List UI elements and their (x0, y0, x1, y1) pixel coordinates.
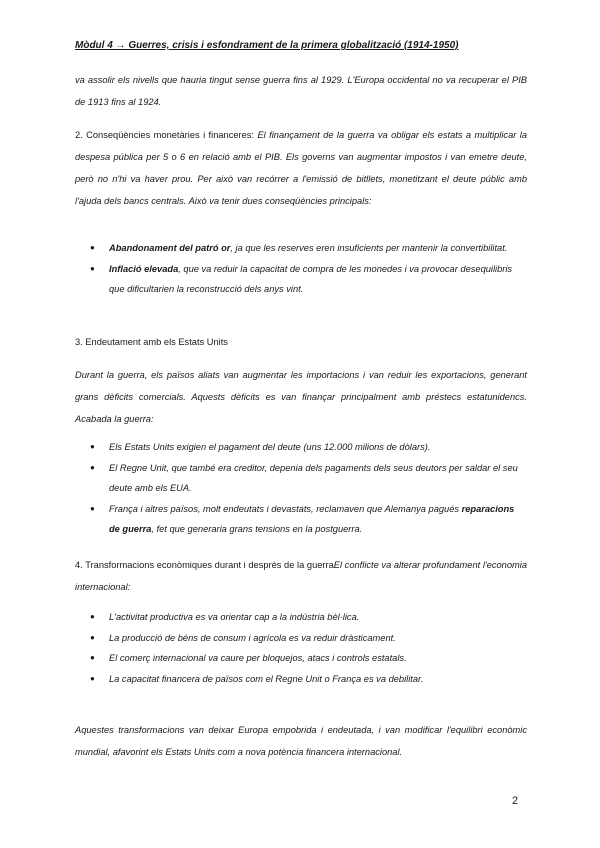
list-item (75, 669, 527, 690)
section-4-heading: 4. Transformacions econòmiques durant i després de la guerra (75, 560, 334, 570)
bullet-text: , que va reduir la capacitat de compra de les monedes i va provocar desequilibris que dificultarien la reconstrucció dels anys vint. (109, 263, 513, 294)
bullet-bold-text: Abandonament del patró or (109, 243, 231, 253)
page-number: 2 (512, 795, 519, 807)
running-header: Mòdul 4 → Guerres, crisis i esfondrament de la primera globalització (1914-1950) (75, 40, 459, 51)
list-item (75, 607, 527, 628)
bullet-icon: ● (90, 263, 95, 273)
section-3-paragraph: Durant la guerra, els països aliats van augmentar les importacions i van reduir les exportacions, generant grans dèficits comercials. Aquests dèficits es van finançar principalment amb préstecs estatunidencs. Acabada la guerra: (75, 370, 527, 424)
bullet-bold-text: reparacions de guerra (109, 503, 515, 534)
bullet-icon: ● (90, 612, 95, 621)
bullet-text: L'activitat productiva es va orientar cap a la indústria bèl·lica. (109, 612, 360, 622)
section-4-paragraph (75, 554, 527, 598)
bullet-text: La producció de béns de consum i agrícola es va reduir dràsticament. (109, 632, 396, 643)
bullet-icon: ● (90, 632, 95, 642)
bullet-text: La capacitat financera de països com el Regne Unit o França es va debilitar. (109, 673, 424, 684)
list-item (75, 499, 527, 540)
intro-paragraph: va assolir els nivells que hauria tingut sense guerra fins al 1929. L'Europa occidental no va recuperar el PIB de 1913 fins al 1924. (75, 75, 527, 107)
bullet-text: El Regne Unit, que també era creditor, depenia dels pagaments dels seus deutors per saldar el seu deute amb els EUA. (109, 462, 518, 493)
section-2-paragraph (75, 124, 527, 212)
bullet-icon: ● (90, 442, 95, 451)
list-item (75, 259, 527, 300)
section-4-text: El conflicte va alterar profundament l'economia internacional: (75, 560, 528, 592)
bullet-text: El comerç internacional va caure per bloquejos, atacs i controls estatals. (109, 653, 407, 663)
section-4-bullet-list (75, 607, 527, 689)
bullet-icon: ● (90, 673, 95, 683)
section-2-heading: 2. Conseqüències monetàries i financeres: (75, 130, 255, 140)
bullet-icon: ● (90, 503, 95, 513)
bullet-text: Els Estats Units exigien el pagament del deute (uns 12.000 milions de dòlars). (109, 442, 431, 452)
bullet-text: , fet que generaria grans tensions en la postguerra. (151, 524, 363, 534)
bullet-text: , ja que les reserves eren insuficients per mantenir la convertibilitat. (230, 243, 508, 253)
section-2-text: El finançament de la guerra va obligar els estats a multiplicar la despesa pública per 5 o 6 en relació amb el PIB. Els governs van augmentar impostos i van emetre deute, però no n'hi va haver prou. Per això van recórrer a l'emissió de bitllets, monetitzant el deute públic amb l'ajuda dels bancs centrals. Això va tenir dues conseqüències principals: (75, 130, 527, 206)
list-item (75, 648, 527, 669)
bullet-icon: ● (90, 462, 95, 472)
bullet-text: França i altres països, molt endeutats i devastats, reclamaven que Alemanya pagués (109, 503, 462, 514)
bullet-icon: ● (90, 243, 95, 252)
bullet-bold-text: Inflació elevada (109, 263, 179, 274)
conclusion-paragraph: Aquestes transformacions van deixar Europa empobrida i endeutada, i van modificar l'equilibri econòmic mundial, afavorint els Estats Units com a nova potència financera internacional. (75, 725, 527, 757)
list-item (75, 628, 527, 649)
list-item (75, 238, 527, 259)
section-3-bullet-list (75, 437, 527, 540)
section-3-heading: 3. Endeutament amb els Estats Units (75, 337, 228, 347)
bullet-icon: ● (90, 653, 95, 662)
section-2-bullet-list (75, 238, 527, 300)
list-item (75, 437, 527, 458)
list-item (75, 458, 527, 499)
